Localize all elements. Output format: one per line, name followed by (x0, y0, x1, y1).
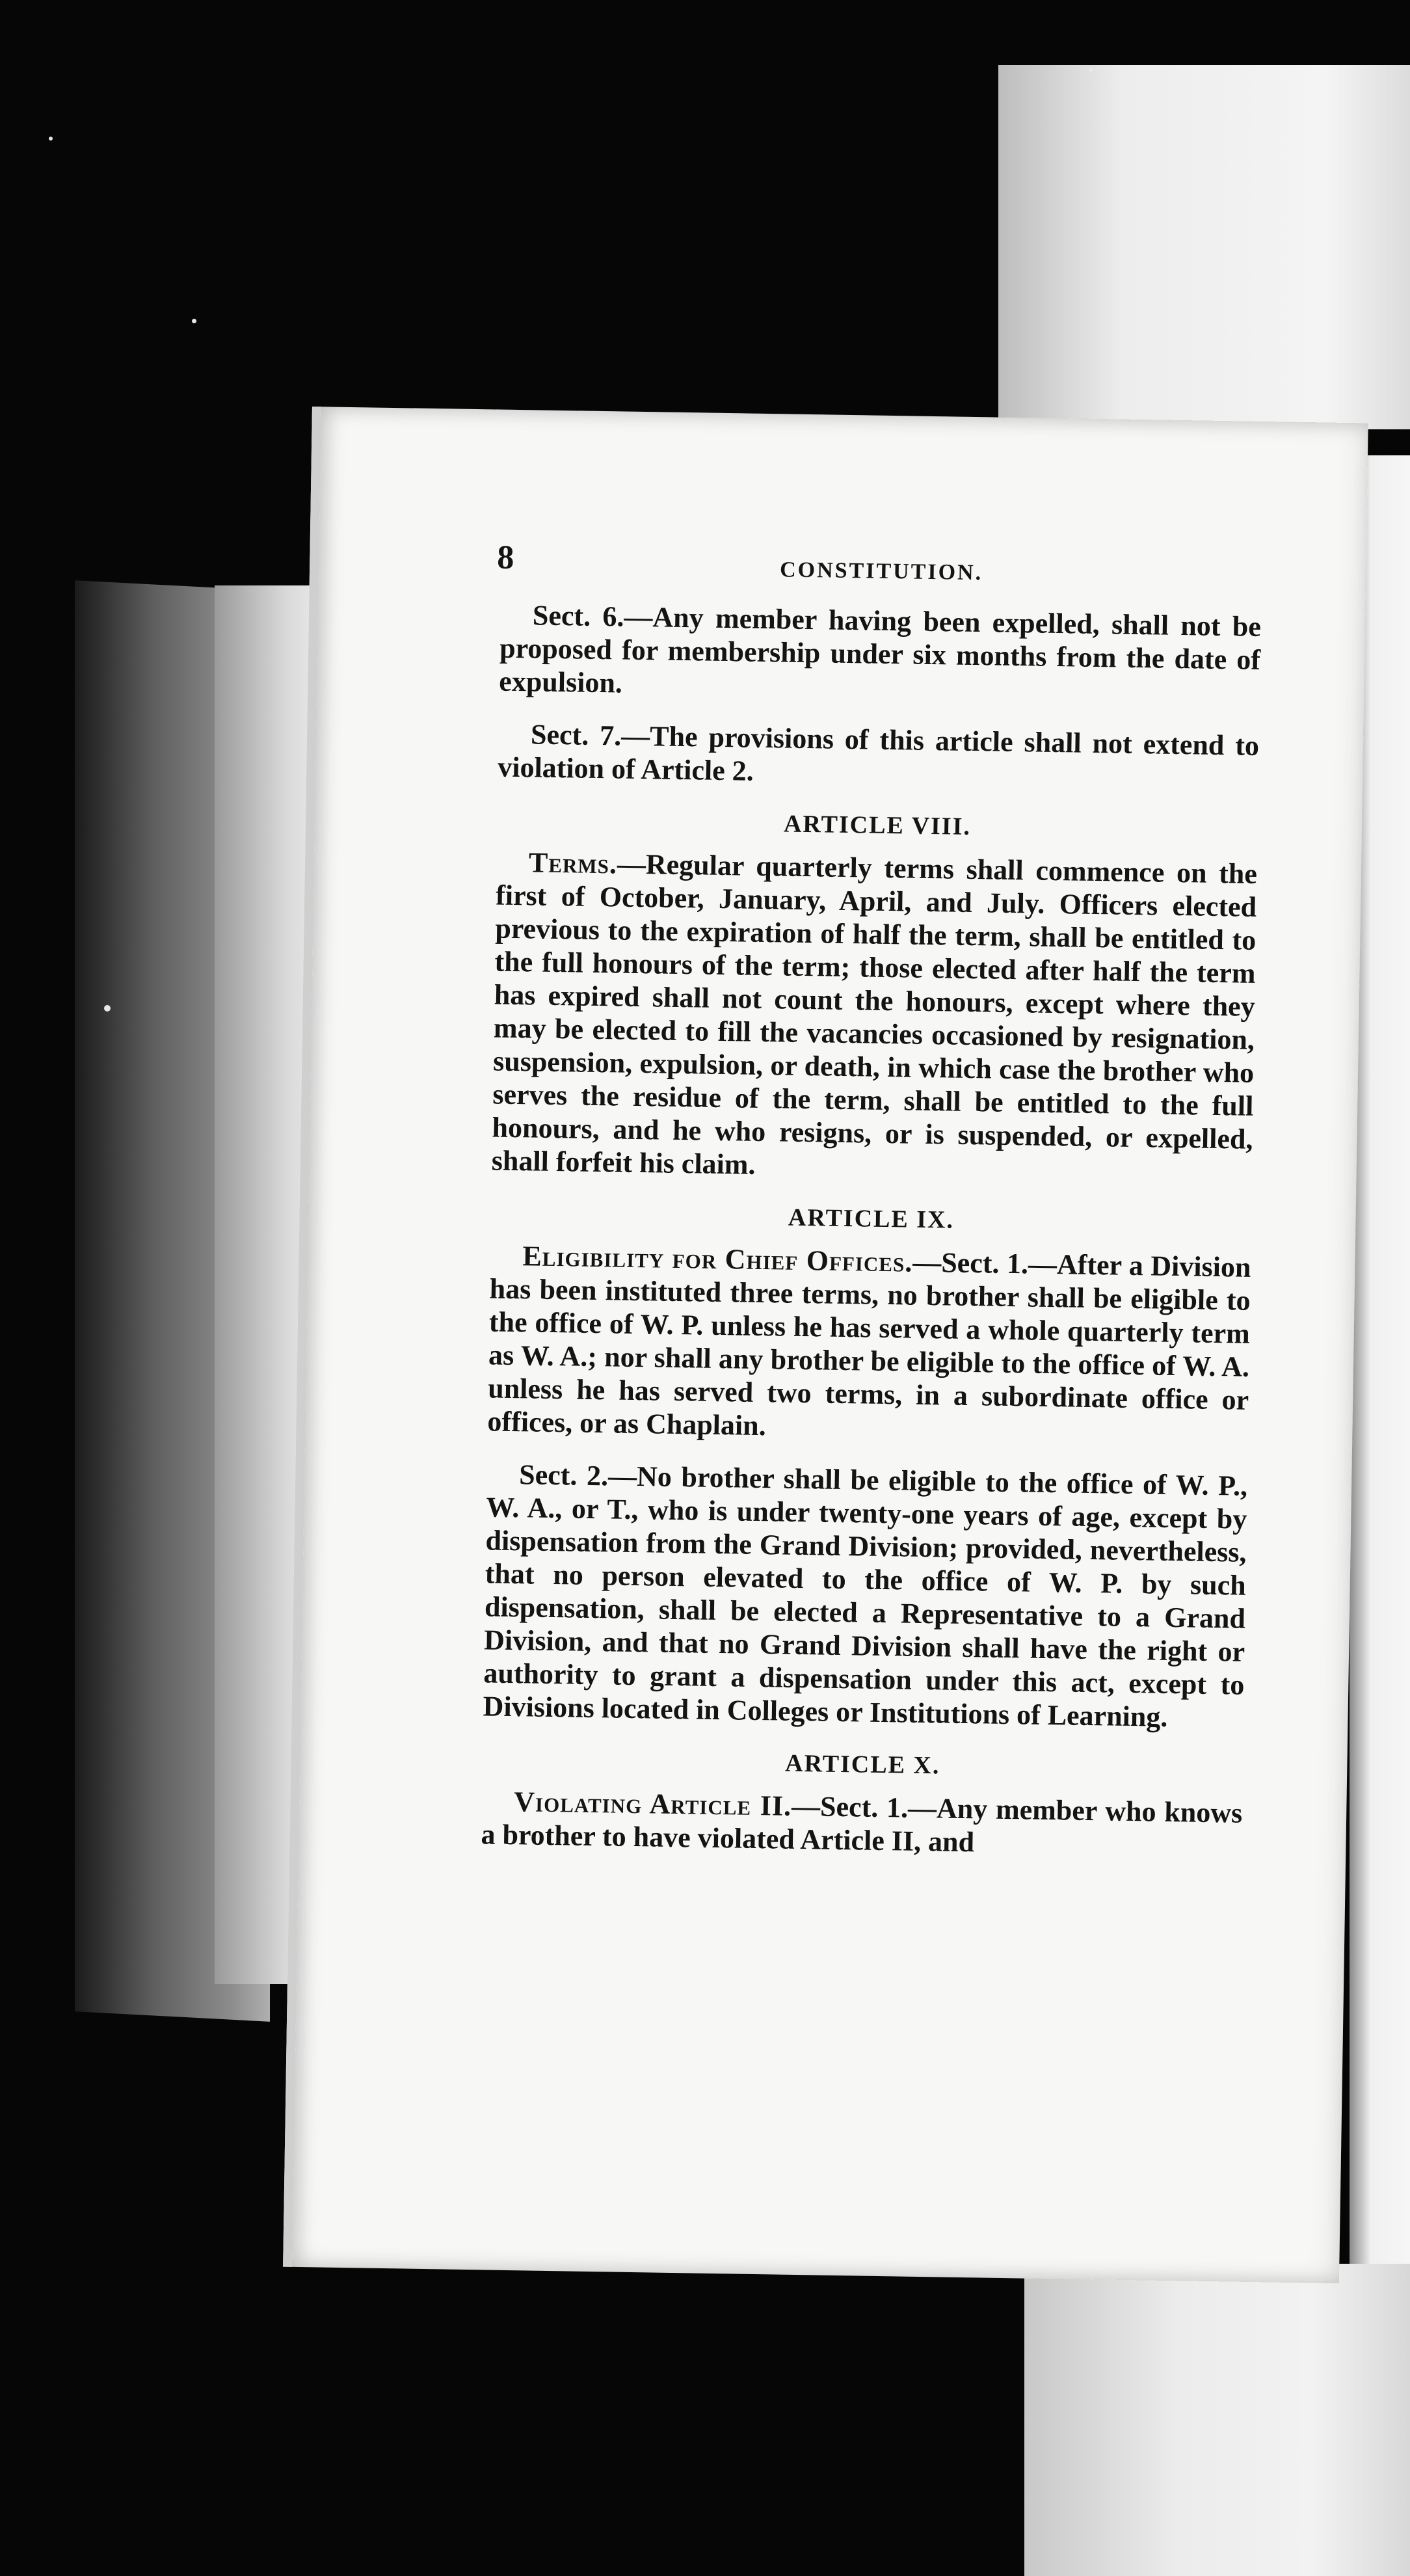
article-ix-sect-2: Sect. 2.—No brother shall be eligible to the office of W. P., W. A., or T., who is under twenty-one years of age, except by dispensation from the Grand Division; provided, nevertheless, that no person elevated to the office of W. P. by such dispensation, shall be elected a Representative to a Grand Division, and that no Grand Division shall have the right or authority to grant a dispensation under this act, except to Divisions located in Colleges or Institutions of Learning. (483, 1458, 1248, 1733)
dust-speck (49, 137, 53, 141)
article-x-sect-1-body: —Sect. 1.—Any member who knows a brother to have violated Article II, and (481, 1790, 1243, 1858)
article-vii-sect-6: Sect. 6.—Any member having been expelled, shall not be proposed for membership under six months from the date of expulsion. (499, 599, 1262, 699)
article-viii-body: —Regular quarterly terms shall commence on the first of October, January, April, and July. Officers elected previous to the expiration of half the term, shall be entitled to the full honours of the term; those elected after half the term has expired shall not count the honours, except where they may be elected to fill the vacancies occasioned by resignation, suspension, expulsion, or death, in which case the brother who serves the residue of the term, shall be entitled to the full honours, and he who resigns, or is suspended, or expelled, shall forfeit his claim. (491, 848, 1258, 1181)
book-page (283, 407, 1368, 2283)
dust-speck (192, 319, 196, 323)
page-text-block (481, 539, 1262, 1883)
page-header (496, 539, 1262, 597)
article-viii-heading: ARTICLE VIII. (783, 810, 972, 840)
article-ix-heading: ARTICLE IX. (788, 1203, 955, 1234)
adjacent-page-top-edge (998, 65, 1410, 429)
article-x-lead: Violating Article II. (513, 1786, 792, 1822)
article-viii-lead: Terms. (528, 846, 618, 880)
dust-speck (104, 1005, 111, 1012)
page-number: 8 (496, 539, 514, 576)
running-head: CONSTITUTION. (779, 557, 983, 585)
article-ix-sect-1 (487, 1239, 1251, 1449)
article-ix-sect-1-body: —Sect. 1.—After a Division has been instituted three terms, no brother shall be eligible to the office of W. P. unless he has served a whole quarterly term as W. A.; nor shall any brother be eligible to the office of W. A. unless he has served two terms, in a subordinate office or offices, or as Chaplain. (487, 1246, 1251, 1442)
article-x-heading: ARTICLE X. (784, 1749, 940, 1780)
article-vii-sect-7: Sect. 7.—The provisions of this article shall not extend to violation of Article 2. (497, 718, 1260, 787)
article-ix-lead: Eligibility for Chief Offices. (522, 1240, 913, 1278)
adjacent-page-bottom-edge (1024, 2264, 1410, 2576)
article-viii-paragraph (491, 846, 1257, 1189)
article-x-sect-1 (481, 1784, 1242, 1862)
dust-speck (1089, 68, 1093, 72)
